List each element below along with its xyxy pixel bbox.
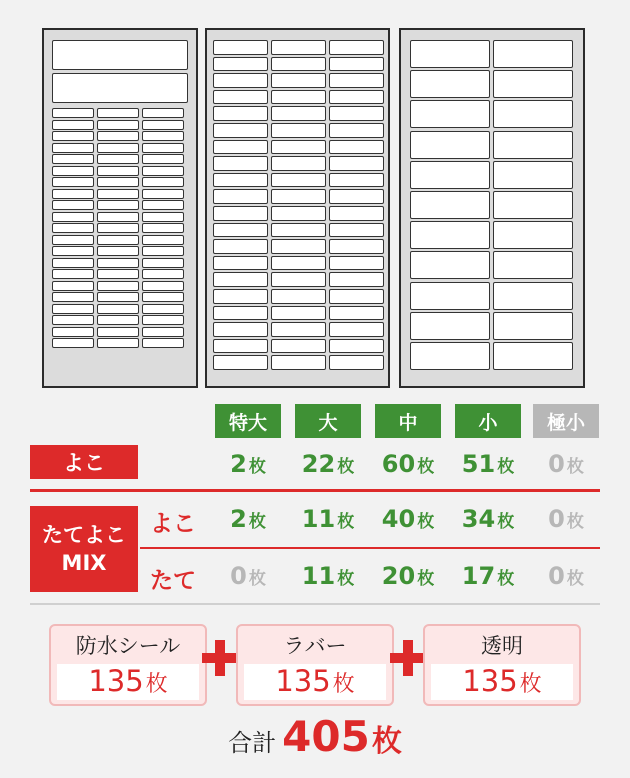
- sticker-cell: [97, 327, 139, 337]
- sticker-cell: [52, 235, 94, 245]
- count-number: 0: [548, 505, 565, 533]
- count-number: 11: [301, 562, 336, 590]
- sheet-illustration-medium: [399, 28, 585, 388]
- sticker-cell: [271, 339, 326, 354]
- sticker-cell: [329, 355, 384, 370]
- sticker-cell: [97, 143, 139, 153]
- sticker-cell: [213, 90, 268, 105]
- sticker-cell: [142, 315, 184, 325]
- sticker-cell: [97, 200, 139, 210]
- sticker-cell: [213, 57, 268, 72]
- sticker-cell: [329, 106, 384, 121]
- sticker-cell: [142, 304, 184, 314]
- sticker-cell: [271, 73, 326, 88]
- sticker-cell: [52, 73, 188, 103]
- sticker-cell: [97, 235, 139, 245]
- sticker-cell: [213, 40, 268, 55]
- sticker-cell: [97, 246, 139, 256]
- material-title: 透明: [481, 634, 523, 658]
- count-number: 22: [301, 450, 336, 478]
- sticker-cell: [97, 166, 139, 176]
- sticker-cell: [97, 212, 139, 222]
- sticker-cell: [213, 289, 268, 304]
- mix-tate-count-0: [215, 562, 281, 596]
- sticker-cell: [410, 161, 490, 189]
- sticker-cell: [52, 269, 94, 279]
- sticker-cell: [97, 223, 139, 233]
- sticker-cell: [410, 342, 490, 370]
- sub-label-yoko: よこ: [150, 511, 196, 537]
- count-unit: 枚: [248, 569, 266, 589]
- sticker-cell: [493, 70, 573, 98]
- material-title: ラバー: [283, 634, 347, 658]
- material-unit: 枚: [332, 672, 355, 697]
- sticker-cell: [329, 40, 384, 55]
- sticker-cell: [493, 100, 573, 128]
- sticker-cell: [329, 322, 384, 337]
- count-number: 2: [230, 505, 247, 533]
- sticker-cell: [271, 123, 326, 138]
- sticker-cell: [329, 90, 384, 105]
- sticker-cell: [52, 315, 94, 325]
- sticker-cell: [271, 206, 326, 221]
- count-number: 51: [461, 450, 496, 478]
- sticker-cell: [97, 281, 139, 291]
- sticker-cell: [271, 355, 326, 370]
- count-unit: 枚: [417, 457, 435, 477]
- count-unit: 枚: [248, 457, 266, 477]
- size-header-large: 大: [295, 404, 361, 438]
- sticker-cell: [97, 131, 139, 141]
- row-label-mix-line1: たてよこ: [42, 522, 126, 547]
- material-box-waterproof: [49, 624, 207, 706]
- sticker-cell: [329, 339, 384, 354]
- count-number: 0: [230, 562, 247, 590]
- sticker-cell: [271, 223, 326, 238]
- sticker-cell: [52, 200, 94, 210]
- sticker-cell: [142, 212, 184, 222]
- size-header-small: 小: [455, 404, 521, 438]
- yoko-count-3: [455, 450, 521, 484]
- sticker-cell: [329, 189, 384, 204]
- row-label-mix: [30, 506, 138, 592]
- sticker-cell: [410, 282, 490, 310]
- sticker-cell: [52, 292, 94, 302]
- sticker-cell: [493, 221, 573, 249]
- count-unit: 枚: [497, 512, 515, 532]
- sticker-cell: [142, 223, 184, 233]
- mix-tate-count-2: [375, 562, 441, 596]
- sticker-cell: [271, 256, 326, 271]
- sticker-cell: [329, 173, 384, 188]
- sticker-cell: [52, 166, 94, 176]
- count-unit: 枚: [417, 569, 435, 589]
- sticker-cell: [493, 40, 573, 68]
- sticker-cell: [213, 239, 268, 254]
- sticker-cell: [329, 57, 384, 72]
- sticker-cell: [142, 327, 184, 337]
- sticker-cell: [271, 140, 326, 155]
- sticker-cell: [142, 120, 184, 130]
- sticker-cell: [97, 120, 139, 130]
- sticker-cell: [142, 269, 184, 279]
- sticker-cell: [213, 189, 268, 204]
- count-number: 17: [461, 562, 496, 590]
- sticker-cell: [271, 239, 326, 254]
- yoko-count-0: [215, 450, 281, 484]
- sticker-cell: [52, 212, 94, 222]
- sticker-cell: [410, 100, 490, 128]
- material-count: 135: [88, 664, 144, 698]
- material-title: 防水シール: [75, 634, 181, 658]
- sticker-cell: [52, 327, 94, 337]
- sticker-cell: [493, 131, 573, 159]
- sticker-cell: [410, 251, 490, 279]
- material-unit: 枚: [519, 672, 542, 697]
- sticker-cell: [329, 306, 384, 321]
- sub-row-divider: [140, 547, 600, 549]
- sticker-cell: [142, 108, 184, 118]
- material-unit: 枚: [145, 672, 168, 697]
- sub-label-tate: たて: [150, 568, 196, 594]
- count-number: 34: [461, 505, 496, 533]
- plus-icon: [202, 640, 238, 676]
- mix-tate-count-1: [295, 562, 361, 596]
- sticker-cell: [52, 143, 94, 153]
- material-box-clear: [423, 624, 581, 706]
- sticker-cell: [97, 304, 139, 314]
- total-count: 405: [282, 712, 370, 761]
- sticker-cell: [213, 156, 268, 171]
- yoko-count-4: [533, 450, 599, 484]
- sticker-cell: [52, 338, 94, 348]
- sticker-cell: [271, 289, 326, 304]
- sticker-cell: [142, 246, 184, 256]
- material-count-box: [57, 664, 199, 700]
- sticker-cell: [271, 156, 326, 171]
- mix-tate-count-3: [455, 562, 521, 596]
- count-number: 11: [301, 505, 336, 533]
- mix-yoko-count-3: [455, 505, 521, 539]
- sticker-cell: [213, 106, 268, 121]
- mix-yoko-count-0: [215, 505, 281, 539]
- count-number: 2: [230, 450, 247, 478]
- sticker-cell: [410, 312, 490, 340]
- sheet-illustration-mixed: [42, 28, 198, 388]
- material-count-box: [244, 664, 386, 700]
- sticker-cell: [97, 154, 139, 164]
- sticker-cell: [329, 272, 384, 287]
- material-box-rubber: [236, 624, 394, 706]
- sticker-cell: [142, 258, 184, 268]
- sticker-cell: [271, 106, 326, 121]
- count-unit: 枚: [566, 512, 584, 532]
- size-header-extra-small: 極小: [533, 404, 599, 438]
- material-count: 135: [275, 664, 331, 698]
- sticker-cell: [142, 177, 184, 187]
- row-label-yoko: よこ: [30, 445, 138, 479]
- count-number: 0: [548, 562, 565, 590]
- sticker-cell: [271, 173, 326, 188]
- sticker-cell: [493, 282, 573, 310]
- section-divider: [30, 603, 600, 605]
- sticker-cell: [142, 338, 184, 348]
- sticker-cell: [329, 256, 384, 271]
- sticker-cell: [52, 40, 188, 70]
- sticker-cell: [142, 166, 184, 176]
- sticker-cell: [493, 161, 573, 189]
- material-count-box: [431, 664, 573, 700]
- size-header-extra-large: 特大: [215, 404, 281, 438]
- sticker-cell: [213, 223, 268, 238]
- sticker-cell: [410, 221, 490, 249]
- sticker-cell: [52, 258, 94, 268]
- row-label-mix-line2: MIX: [61, 551, 107, 575]
- sticker-cell: [329, 73, 384, 88]
- sticker-cell: [329, 123, 384, 138]
- count-unit: 枚: [497, 569, 515, 589]
- sticker-cell: [52, 120, 94, 130]
- yoko-count-2: [375, 450, 441, 484]
- sticker-cell: [52, 131, 94, 141]
- sticker-cell: [493, 191, 573, 219]
- mix-yoko-count-1: [295, 505, 361, 539]
- sticker-cell: [97, 108, 139, 118]
- sticker-cell: [329, 223, 384, 238]
- sticker-cell: [97, 338, 139, 348]
- sticker-cell: [142, 189, 184, 199]
- count-number: 40: [381, 505, 416, 533]
- sticker-cell: [142, 200, 184, 210]
- sticker-cell: [213, 322, 268, 337]
- count-number: 60: [381, 450, 416, 478]
- sticker-cell: [213, 173, 268, 188]
- sticker-cell: [142, 281, 184, 291]
- sticker-cell: [493, 342, 573, 370]
- sticker-cell: [142, 292, 184, 302]
- sticker-cell: [410, 40, 490, 68]
- sticker-cell: [52, 223, 94, 233]
- sticker-cell: [271, 322, 326, 337]
- total-unit: 枚: [371, 724, 402, 759]
- sticker-cell: [329, 206, 384, 221]
- sticker-cell: [97, 292, 139, 302]
- sticker-cell: [97, 189, 139, 199]
- material-count: 135: [462, 664, 518, 698]
- sticker-cell: [271, 57, 326, 72]
- row-divider: [30, 489, 600, 492]
- sticker-cell: [271, 40, 326, 55]
- sticker-cell: [142, 154, 184, 164]
- sticker-cell: [213, 306, 268, 321]
- sticker-cell: [52, 304, 94, 314]
- count-unit: 枚: [417, 512, 435, 532]
- sticker-cell: [493, 251, 573, 279]
- sticker-cell: [97, 315, 139, 325]
- sticker-cell: [213, 123, 268, 138]
- sticker-cell: [213, 272, 268, 287]
- sticker-cell: [213, 256, 268, 271]
- sticker-cell: [329, 156, 384, 171]
- sticker-cell: [410, 131, 490, 159]
- sticker-cell: [271, 189, 326, 204]
- sticker-cell: [97, 258, 139, 268]
- sticker-cell: [52, 281, 94, 291]
- count-unit: 枚: [497, 457, 515, 477]
- sticker-cell: [271, 272, 326, 287]
- count-unit: 枚: [337, 457, 355, 477]
- sticker-cell: [271, 90, 326, 105]
- total-label: 合計: [228, 729, 277, 757]
- sticker-cell: [52, 246, 94, 256]
- sticker-cell: [213, 140, 268, 155]
- total: [0, 712, 630, 761]
- sticker-cell: [52, 154, 94, 164]
- mix-yoko-count-4: [533, 505, 599, 539]
- mix-yoko-count-2: [375, 505, 441, 539]
- sticker-cell: [329, 289, 384, 304]
- size-header-medium: 中: [375, 404, 441, 438]
- yoko-count-1: [295, 450, 361, 484]
- mix-tate-count-4: [533, 562, 599, 596]
- sticker-cell: [329, 140, 384, 155]
- sticker-cell: [493, 312, 573, 340]
- sticker-cell: [97, 269, 139, 279]
- count-unit: 枚: [566, 569, 584, 589]
- sticker-cell: [142, 143, 184, 153]
- sticker-cell: [213, 355, 268, 370]
- sticker-cell: [142, 131, 184, 141]
- sticker-cell: [271, 306, 326, 321]
- sticker-cell: [213, 339, 268, 354]
- sticker-cell: [97, 177, 139, 187]
- count-unit: 枚: [566, 457, 584, 477]
- sheet-illustration-small: [205, 28, 390, 388]
- sticker-cell: [410, 70, 490, 98]
- count-unit: 枚: [337, 512, 355, 532]
- sticker-cell: [213, 206, 268, 221]
- sticker-cell: [329, 239, 384, 254]
- count-unit: 枚: [337, 569, 355, 589]
- sticker-cell: [213, 73, 268, 88]
- sticker-cell: [52, 189, 94, 199]
- sticker-cell: [52, 177, 94, 187]
- sticker-cell: [52, 108, 94, 118]
- plus-icon: [390, 640, 426, 676]
- count-number: 0: [548, 450, 565, 478]
- sticker-cell: [142, 235, 184, 245]
- count-number: 20: [381, 562, 416, 590]
- sticker-cell: [410, 191, 490, 219]
- count-unit: 枚: [248, 512, 266, 532]
